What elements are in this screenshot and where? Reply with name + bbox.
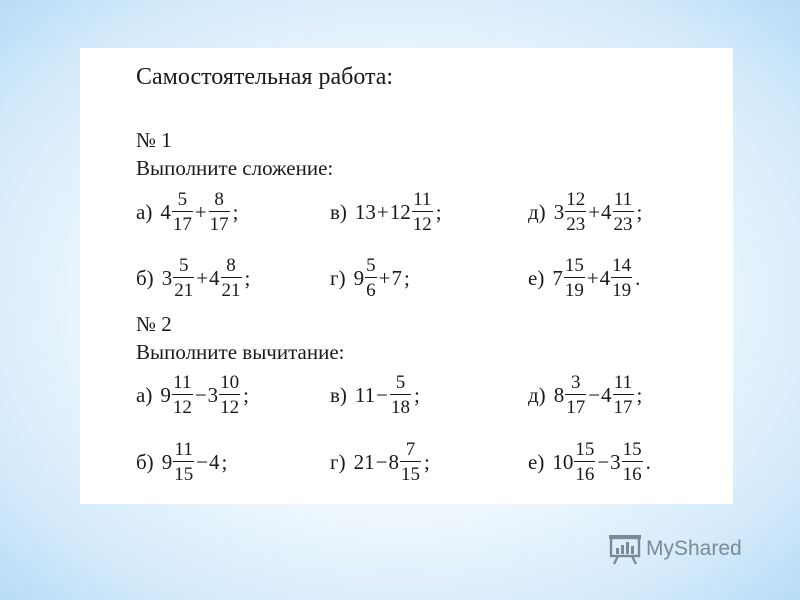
whole-number: 10 xyxy=(552,449,574,474)
exercise-label: г) xyxy=(330,449,346,474)
fraction-denominator: 15 xyxy=(400,461,421,484)
fraction-numerator: 7 xyxy=(405,439,416,460)
punctuation: . xyxy=(645,449,651,474)
exercise-label: б) xyxy=(136,265,154,290)
exercise xyxy=(330,256,410,300)
fraction-numerator: 14 xyxy=(612,255,632,276)
fraction xyxy=(400,440,421,484)
exercise xyxy=(528,440,651,484)
fraction-denominator: 17 xyxy=(172,211,193,234)
fraction xyxy=(365,256,377,300)
fraction-denominator: 23 xyxy=(565,211,586,234)
task-2-number: № 2 xyxy=(136,312,172,336)
exercise xyxy=(528,190,642,234)
exercise-label: б) xyxy=(136,449,154,474)
fraction xyxy=(611,256,632,300)
fraction-denominator: 16 xyxy=(622,461,643,484)
whole-number: 12 xyxy=(389,199,411,224)
exercise-label: г) xyxy=(330,265,346,290)
fraction xyxy=(565,190,586,234)
whole-number: 4 xyxy=(599,265,611,290)
fraction-numerator: 11 xyxy=(613,189,633,210)
watermark-text: MyShared xyxy=(646,537,742,560)
fraction-numerator: 12 xyxy=(566,189,586,210)
operator: + xyxy=(196,265,209,290)
fraction-denominator: 6 xyxy=(365,277,377,300)
fraction xyxy=(622,440,643,484)
operator: − xyxy=(196,449,209,474)
presentation-board-icon xyxy=(608,533,642,565)
fraction xyxy=(574,440,595,484)
whole-number: 4 xyxy=(209,449,220,474)
punctuation: . xyxy=(635,265,641,290)
fraction-numerator: 8 xyxy=(214,189,224,210)
operator: + xyxy=(586,265,599,290)
exercise-label: е) xyxy=(528,265,545,290)
exercise xyxy=(528,373,642,417)
operator: + xyxy=(194,199,207,224)
fraction-numerator: 8 xyxy=(226,255,236,276)
exercise xyxy=(330,190,442,234)
punctuation: ; xyxy=(403,265,410,290)
whole-number: 8 xyxy=(553,382,565,407)
fraction-numerator: 11 xyxy=(174,439,193,460)
task-2-instruction: Выполните вычитание: xyxy=(136,340,345,364)
fraction xyxy=(613,373,634,417)
whole-number: 9 xyxy=(353,265,365,290)
punctuation: ; xyxy=(435,199,442,224)
fraction-numerator: 11 xyxy=(613,372,633,393)
whole-number: 3 xyxy=(553,199,565,224)
fraction-denominator: 12 xyxy=(412,211,433,234)
fraction-denominator: 17 xyxy=(613,394,634,417)
whole-number: 8 xyxy=(388,449,399,474)
fraction-numerator: 11 xyxy=(173,372,192,393)
operator: − xyxy=(376,382,388,407)
fraction-denominator: 16 xyxy=(574,461,595,484)
exercise xyxy=(330,373,420,417)
fraction xyxy=(172,373,193,417)
fraction xyxy=(613,190,634,234)
whole-number: 7 xyxy=(552,265,563,290)
fraction xyxy=(209,190,230,234)
fraction-denominator: 12 xyxy=(172,394,193,417)
whole-number: 3 xyxy=(207,382,219,407)
exercise xyxy=(136,440,227,484)
operator: + xyxy=(376,199,389,224)
fraction xyxy=(564,256,585,300)
task-1-number: № 1 xyxy=(136,128,172,152)
whole-number: 13 xyxy=(354,199,376,224)
fraction-denominator: 21 xyxy=(221,277,242,300)
fraction-numerator: 3 xyxy=(570,372,581,393)
punctuation: ; xyxy=(636,382,643,407)
fraction-numerator: 5 xyxy=(366,255,376,276)
punctuation: ; xyxy=(414,382,420,407)
exercise-label: д) xyxy=(528,382,546,407)
fraction-denominator: 17 xyxy=(565,394,586,417)
watermark xyxy=(608,533,742,565)
fraction xyxy=(390,373,411,417)
fraction-numerator: 15 xyxy=(575,439,595,460)
whole-number: 21 xyxy=(353,449,375,474)
operator: + xyxy=(378,265,391,290)
fraction-denominator: 17 xyxy=(209,211,230,234)
page-title: Самостоятельная работа: xyxy=(136,64,394,90)
fraction-numerator: 15 xyxy=(564,255,584,276)
exercise-label: е) xyxy=(528,449,545,474)
punctuation: ; xyxy=(636,199,643,224)
operator: + xyxy=(588,199,601,224)
exercise xyxy=(330,440,430,484)
punctuation: ; xyxy=(243,382,250,407)
punctuation: ; xyxy=(423,449,430,474)
exercise xyxy=(136,256,250,300)
whole-number: 9 xyxy=(161,449,173,474)
whole-number: 4 xyxy=(209,265,220,290)
fraction-numerator: 5 xyxy=(178,255,189,276)
exercise-label: а) xyxy=(136,382,153,407)
exercise-label: в) xyxy=(330,382,347,407)
fraction xyxy=(412,190,433,234)
fraction xyxy=(173,440,194,484)
fraction-denominator: 15 xyxy=(173,461,194,484)
fraction-denominator: 19 xyxy=(611,277,632,300)
whole-number: 4 xyxy=(601,199,612,224)
exercise-label: а) xyxy=(136,199,153,224)
exercise xyxy=(136,373,249,417)
fraction xyxy=(565,373,586,417)
fraction xyxy=(219,373,240,417)
fraction xyxy=(172,190,193,234)
operator: − xyxy=(194,382,207,407)
exercise xyxy=(136,190,239,234)
operator: − xyxy=(375,449,388,474)
fraction-denominator: 19 xyxy=(564,277,585,300)
fraction-denominator: 12 xyxy=(219,394,240,417)
fraction-numerator: 10 xyxy=(220,372,240,393)
fraction-denominator: 23 xyxy=(613,211,634,234)
exercise xyxy=(528,256,640,300)
whole-number: 4 xyxy=(160,199,171,224)
exercise-label: д) xyxy=(528,199,546,224)
fraction-numerator: 5 xyxy=(395,372,406,393)
whole-number: 4 xyxy=(601,382,612,407)
punctuation: ; xyxy=(244,265,251,290)
fraction-denominator: 21 xyxy=(173,277,194,300)
fraction xyxy=(173,256,194,300)
whole-number: 9 xyxy=(160,382,171,407)
punctuation: ; xyxy=(232,199,239,224)
fraction-numerator: 11 xyxy=(413,189,432,210)
fraction-denominator: 18 xyxy=(390,394,411,417)
whole-number: 11 xyxy=(354,382,376,407)
whole-number: 7 xyxy=(391,265,402,290)
whole-number: 3 xyxy=(161,265,173,290)
exercise-label: в) xyxy=(330,199,347,224)
fraction xyxy=(221,256,242,300)
operator: − xyxy=(597,449,610,474)
punctuation: ; xyxy=(221,449,228,474)
worksheet xyxy=(80,48,733,504)
whole-number: 3 xyxy=(610,449,621,474)
fraction-numerator: 5 xyxy=(177,189,188,210)
operator: − xyxy=(588,382,601,407)
fraction-numerator: 15 xyxy=(622,439,642,460)
task-1-instruction: Выполните сложение: xyxy=(136,156,334,180)
